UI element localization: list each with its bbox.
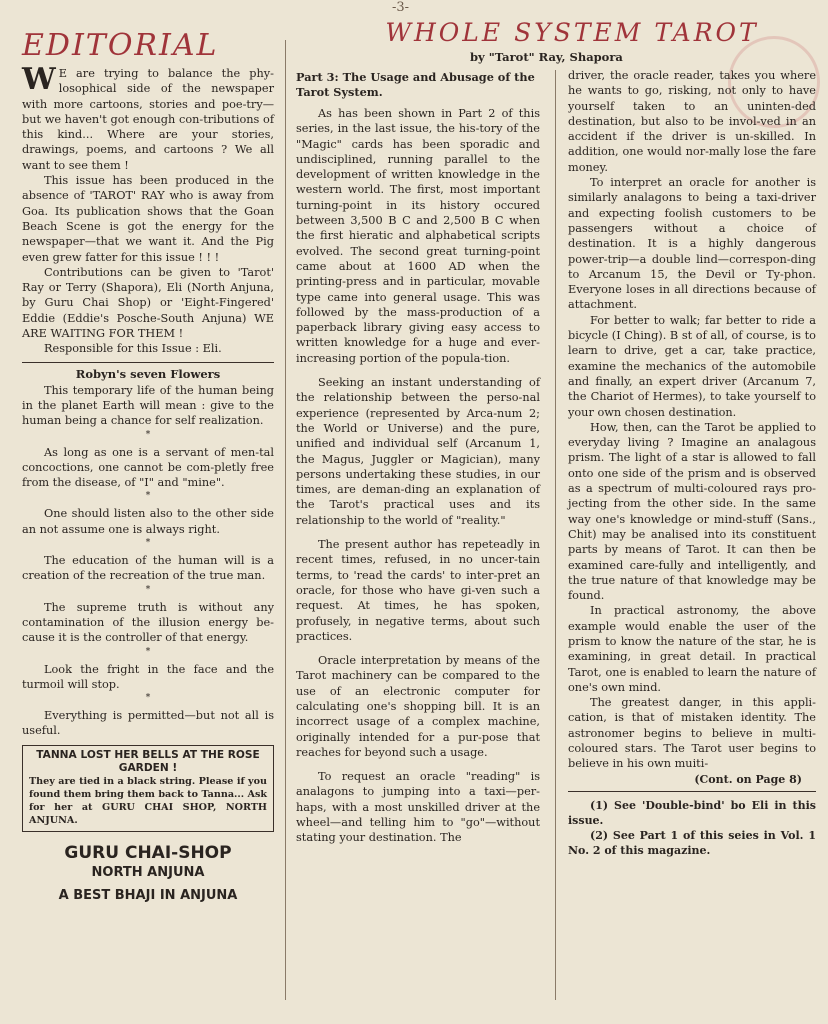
editorial-paragraph: Contributions can be given to 'Tarot' Ray or Terry (Shapora), Eli (North Anjuna, by Guru Chai Shop) or 'Eight-Fingered' Eddie (Eddie's Posche-South Anjuna) WE ARE WAITING FOR THEM !	[22, 265, 274, 341]
article-paragraph: How, then, can the Tarot be applied to everyday living ? Imagine an analagous prism. The light of a star is allowed to fall onto one side of the prism and is observed as a spectrum of multi-coloured rays pro-jecting from the other side. In the same way one's knowledge or mind-stuff (Sans., Chit) may be analised into its constituent parts by means of Tarot. It can then be examined care-fully and intelligently, and the true nature of that knowledge may be found.	[568, 420, 816, 603]
middle-column	[296, 70, 540, 846]
star-separator: *	[145, 584, 151, 595]
article-paragraph: For better to walk; far better to ride a bicycle (I Ching). B st of all, of course, is to learn to drive, get a car, take practice, examine the mechanics of the automobile and finally, an expert driver (Arcanum 7, the Chariot of Hermes), to take yourself to your own chosen destination.	[568, 313, 816, 419]
editorial-title: EDITORIAL	[22, 28, 219, 63]
saying: One should listen also to the other side an not assume one is always right.	[22, 507, 274, 536]
article-paragraph: As has been shown in Part 2 of this series, in the last issue, the his-tory of the "Magic" cards has been sporadic and undisciplined, running parallel to the development of written knowledge in the western world. The first, most important turning-point in its history occured between 3,500 B C and 2,500 B C when the first hieratic and alphabetical scripts evolved. The second great turning-point came about at 1600 AD when the printing-press and in particular, movable type came into general usage. This was followed by the mass-production of a paperback library giving easy access to written knowledge for a huge and ever-increasing portion of the popula-tion.	[296, 107, 540, 365]
section-divider	[22, 362, 274, 363]
article-title: WHOLE SYSTEM TAROT	[385, 18, 759, 47]
lost-notice-box	[22, 745, 274, 832]
saying: Look the fright in the face and the turmoil will stop.	[22, 662, 274, 691]
saying: This temporary life of the human being in the planet Earth will mean : give to the human being a chance for self realization.	[22, 383, 274, 428]
editorial-responsible: Responsible for this Issue : Eli.	[44, 342, 222, 356]
lost-notice-body: They are tied in a black string. Please if you found them bring them back to Tanna... Ask for her at GURU CHAI SHOP, NORTH ANJUNA.	[29, 775, 267, 826]
saying: The supreme truth is without any contamination of the illusion energy be-cause it is the controller of that energy.	[22, 600, 274, 645]
flowers-list	[22, 383, 274, 739]
advert-location: NORTH ANJUNA	[91, 864, 205, 880]
lost-notice-title: TANNA LOST HER BELLS AT THE ROSE GARDEN !	[36, 748, 260, 774]
continued-note: (Cont. on Page 8)	[694, 772, 802, 786]
editorial-paragraph: W E are trying to balance the phy-losophical side of the newspaper with more cartoons, stories and poe-try—but we haven't got enough con-tributions of this kind... Where are your stories, drawings, poems, and cartoons ? We all want to see them !	[22, 62, 274, 172]
footnote: (1) See 'Double-bind' bo Eli in this issue.	[568, 798, 816, 827]
shop-advert	[22, 842, 274, 906]
saying: As long as one is a servant of men-tal concoctions, one cannot be com-pletly free from the disease, of "I" and "mine".	[22, 445, 274, 490]
right-column	[568, 68, 816, 858]
article-paragraph: The greatest danger, in this appli-cation, is that of mistaken identity. The astronomer begins to believe in multi-coloured stars. The Tarot user begins to believe in his own muiti-	[568, 696, 816, 771]
star-separator: *	[145, 646, 151, 657]
editorial-paragraph: This issue has been produced in the absence of 'TAROT' RAY who is away from Goa. Its publication shows that the Goan Beach Scene is got the energy for the newspaper—that we want it. And the Pig even grew fatter for this issue ! ! !	[22, 174, 274, 264]
column-divider	[555, 70, 556, 1000]
star-separator: *	[145, 693, 151, 704]
article-paragraph: To request an oracle "reading" is analagons to jumping into a taxi—per-haps, with a most unskilled driver at the wheel—and telling him to "go"—without stating your destination. The	[296, 770, 540, 845]
article-paragraph: The present author has repeteadly in recent times, refused, in no uncer-tain terms, to 'read the cards' to inter-pret an oracle, for those who have gi-ven such a request. At times, he has spoken, profusely, in negative terms, about such practices.	[296, 538, 540, 643]
page-number: -3-	[392, 0, 410, 15]
footnote-divider	[568, 791, 816, 792]
article-paragraph: In practical astronomy, the above example would enable the user of the prism to know the nature of the star, he is examining, in great detail. In practical Tarot, one is enabled to learn the nature of one's own mind.	[568, 604, 816, 694]
advert-slogan: A BEST BHAJI IN ANJUNA	[58, 887, 238, 903]
article-paragraph: To interpret an oracle for another is similarly analagons to being a taxi-driver and expecting foolish customers to be passengers without a choice of destination. It is a highly dangerous power-trip—a double lind—correspon-ding to Arcanum 15, the Devil or Ty-phon. Everyone loses in all directions because of attachment.	[568, 176, 816, 312]
drop-cap: W	[22, 62, 56, 97]
article-paragraph: driver, the oracle reader, takes you where he wants to go, risking, not only to have yourself taken to an uninten-ded destination, but also to be invol-ved in an accident if the driver is un-skilled. In addition, one would nor-mally lose the fare money.	[568, 69, 816, 174]
star-separator: *	[145, 429, 151, 440]
article-paragraph: Seeking an instant understanding of the relationship between the perso-nal experience (represented by Arca-num 2; the World or Universe) and the pure, unified and individual self (Arcanum 1, the Magus, Juggler or Magician), many persons undertaking these studies, in our times, are deman-ding an explanation of the Tarot's practical uses and its relationship to the world of "reality."	[296, 376, 540, 527]
footnote: (2) See Part 1 of this seies in Vol. 1 No. 2 of this magazine.	[568, 828, 816, 857]
saying: Everything is permitted—but not all is useful.	[22, 709, 274, 738]
star-separator: *	[145, 491, 151, 502]
flowers-title: Robyn's seven Flowers	[75, 366, 221, 381]
left-column	[22, 30, 274, 906]
advert-name: GURU CHAI-SHOP	[64, 842, 232, 863]
part-heading: Part 3: The Usage and Abusage of the Tarot System.	[296, 70, 535, 99]
article-paragraph: Oracle interpretation by means of the Tarot machinery can be compared to the use of an electronic computer for calculating one's shopping bill. It is an incorrect usage of a complex machine, originally intended for a pur-pose that reaches for beyond such a usage.	[296, 654, 540, 759]
article-byline: by "Tarot" Ray, Shapora	[470, 50, 623, 64]
column-divider	[285, 40, 286, 1000]
star-separator: *	[145, 538, 151, 549]
saying: The education of the human will is a creation of the recreation of the true man.	[22, 554, 274, 583]
